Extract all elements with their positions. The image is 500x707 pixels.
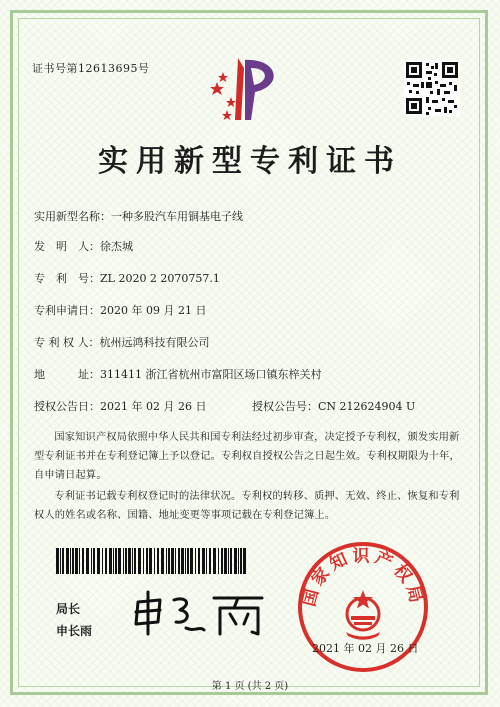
director-name: 申长雨	[56, 624, 93, 638]
address-value: 311411 浙江省杭州市富阳区场口镇东梓关村	[100, 368, 322, 381]
patent-office-logo-icon	[207, 50, 287, 125]
seal-date: 2021 年 02 月 26 日	[312, 642, 419, 655]
inventor-label: 发 明 人：	[34, 240, 100, 253]
barcode-bar	[102, 548, 103, 574]
grant-number-value: CN 212624904 U	[318, 400, 416, 413]
director-title: 局长	[56, 602, 81, 616]
barcode-bar	[118, 548, 121, 574]
barcode-bar	[218, 548, 219, 574]
page-number: 第 1 页 (共 2 页)	[211, 681, 289, 692]
barcode-bar	[82, 548, 84, 574]
barcode-bar	[213, 548, 216, 574]
barcode-bar	[125, 548, 127, 574]
barcode-bar	[185, 548, 186, 574]
address-row	[34, 366, 322, 382]
utility-model-name-value: 一种多股汽车用铜基电子线	[111, 210, 243, 223]
barcode-bar	[109, 548, 112, 574]
patentee-label: 专 利 权 人：	[34, 336, 100, 349]
grant-date-row	[34, 398, 206, 414]
barcode-bar	[105, 548, 107, 574]
barcode-bar	[149, 548, 152, 574]
barcode-bar	[187, 548, 189, 574]
barcode-bar	[60, 548, 61, 574]
barcode-bar	[70, 548, 71, 574]
barcode-bar	[157, 548, 159, 574]
inventor-row	[34, 238, 133, 254]
barcode-bar	[224, 548, 227, 574]
barcode-bar	[202, 548, 205, 574]
barcode-bar	[66, 548, 69, 574]
barcode-bar	[72, 548, 74, 574]
barcode-bar	[79, 548, 80, 574]
barcode-bar	[123, 548, 124, 574]
barcode-bar	[171, 548, 174, 574]
patentee-value: 杭州远鸿科技有限公司	[99, 336, 210, 349]
barcode-bar	[234, 548, 237, 574]
utility-model-name-label: 实用新型名称：	[34, 210, 111, 223]
barcode-bar	[113, 548, 114, 574]
barcode-bar	[154, 548, 155, 574]
barcode-bar	[166, 548, 167, 574]
filing-date-label: 专利申请日：	[34, 304, 100, 317]
barcode-bar	[132, 548, 133, 574]
barcode-bar	[181, 548, 184, 574]
barcode-bar	[230, 548, 232, 574]
seal-text: 国家知识产权局	[299, 546, 427, 609]
barcode-bar	[178, 548, 180, 574]
barcode-bar	[190, 548, 193, 574]
grant-number-row	[252, 398, 415, 414]
grant-date-value: 2021 年 02 月 26 日	[100, 400, 207, 413]
legal-status-paragraph: 专利证书记载专利权登记时的法律状况。专利权的转移、质押、无效、终止、恢复和专利权人的姓名或名称、国籍、地址变更等事项记载在专利登记簿上。	[34, 491, 460, 521]
grant-paragraph: 国家知识产权局依照中华人民共和国专利法经过初步审查，决定授予专利权，颁发实用新型专利证书并在专利登记簿上予以登记。专利权自授权公告之日起生效。专利权期限为十年，自申请日起算。	[34, 432, 460, 481]
director-signature	[130, 588, 280, 638]
patentee-row	[34, 334, 210, 350]
inventor-value: 徐杰城	[100, 240, 133, 253]
barcode-bar	[62, 548, 64, 574]
barcode-bar	[91, 548, 92, 574]
barcode-bar	[138, 548, 141, 574]
barcode-bar	[93, 548, 95, 574]
barcode-bar	[75, 548, 78, 574]
address-label: 地 址：	[34, 368, 100, 381]
barcode-icon	[56, 548, 246, 574]
barcode-bar	[146, 548, 148, 574]
barcode-bar	[228, 548, 229, 574]
barcode-bar	[143, 548, 144, 574]
barcode-bar	[175, 548, 176, 574]
barcode-bar	[209, 548, 211, 574]
barcode-bar	[56, 548, 59, 574]
filing-date-value: 2020 年 09 月 21 日	[100, 304, 207, 317]
barcode-bar	[115, 548, 117, 574]
barcode-bar	[168, 548, 170, 574]
grant-date-label: 授权公告日：	[34, 400, 100, 413]
barcode-bar	[97, 548, 100, 574]
utility-model-name-row	[34, 208, 243, 224]
barcode-bar	[195, 548, 196, 574]
barcode-bar	[86, 548, 89, 574]
qr-code-icon	[404, 60, 460, 116]
barcode-bar	[134, 548, 136, 574]
certificate-title: 实用新型专利证书	[98, 144, 402, 179]
barcode-bar	[161, 548, 164, 574]
barcode-bar	[198, 548, 200, 574]
certificate-number: 证书号第12613695号	[32, 62, 150, 75]
barcode-bar	[243, 548, 246, 574]
barcode-bar	[238, 548, 239, 574]
barcode-bar	[240, 548, 242, 574]
grant-number-label: 授权公告号：	[252, 400, 318, 413]
barcode-bar	[206, 548, 207, 574]
filing-date-row	[34, 302, 206, 318]
patent-number-label: 专 利 号：	[34, 272, 100, 285]
patent-number-row	[34, 270, 220, 286]
barcode-bar	[221, 548, 223, 574]
barcode-bar	[128, 548, 131, 574]
patent-number-value: ZL 2020 2 2070757.1	[100, 272, 220, 285]
